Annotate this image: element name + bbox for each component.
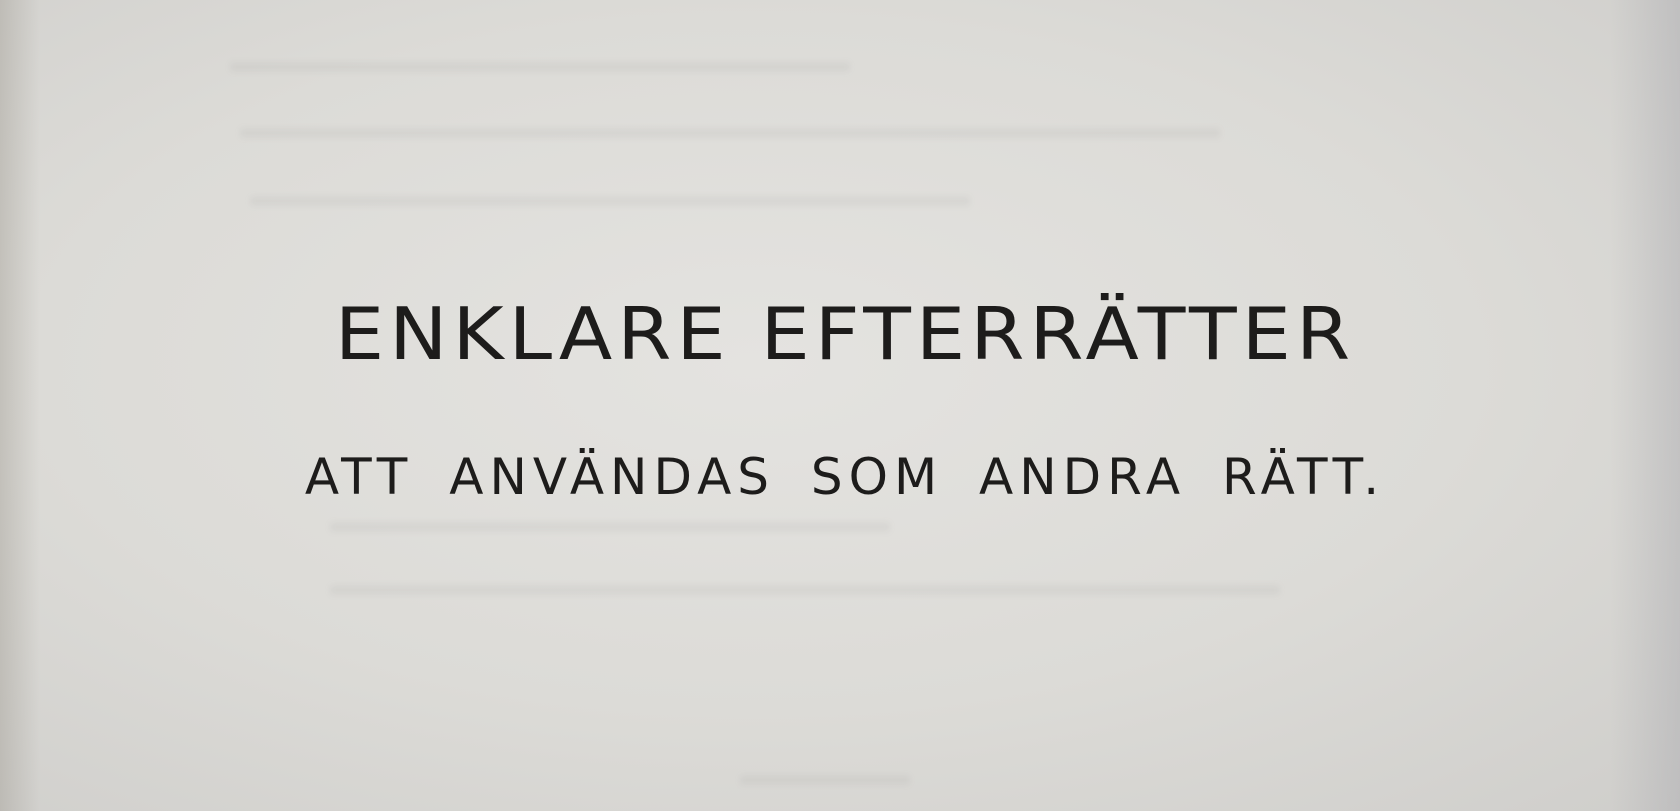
bleed-through-line xyxy=(330,585,1280,595)
bleed-through-line xyxy=(330,522,890,532)
page-subtitle: ATT ANVÄNDAS SOM ANDRA RÄTT. xyxy=(304,448,1386,506)
bleed-through-line xyxy=(230,62,850,72)
bleed-through-line xyxy=(250,196,970,206)
bleed-through-line xyxy=(240,128,1220,138)
bleed-through-line xyxy=(740,775,910,785)
page-title: ENKLARE EFTERRÄTTER xyxy=(334,293,1356,377)
